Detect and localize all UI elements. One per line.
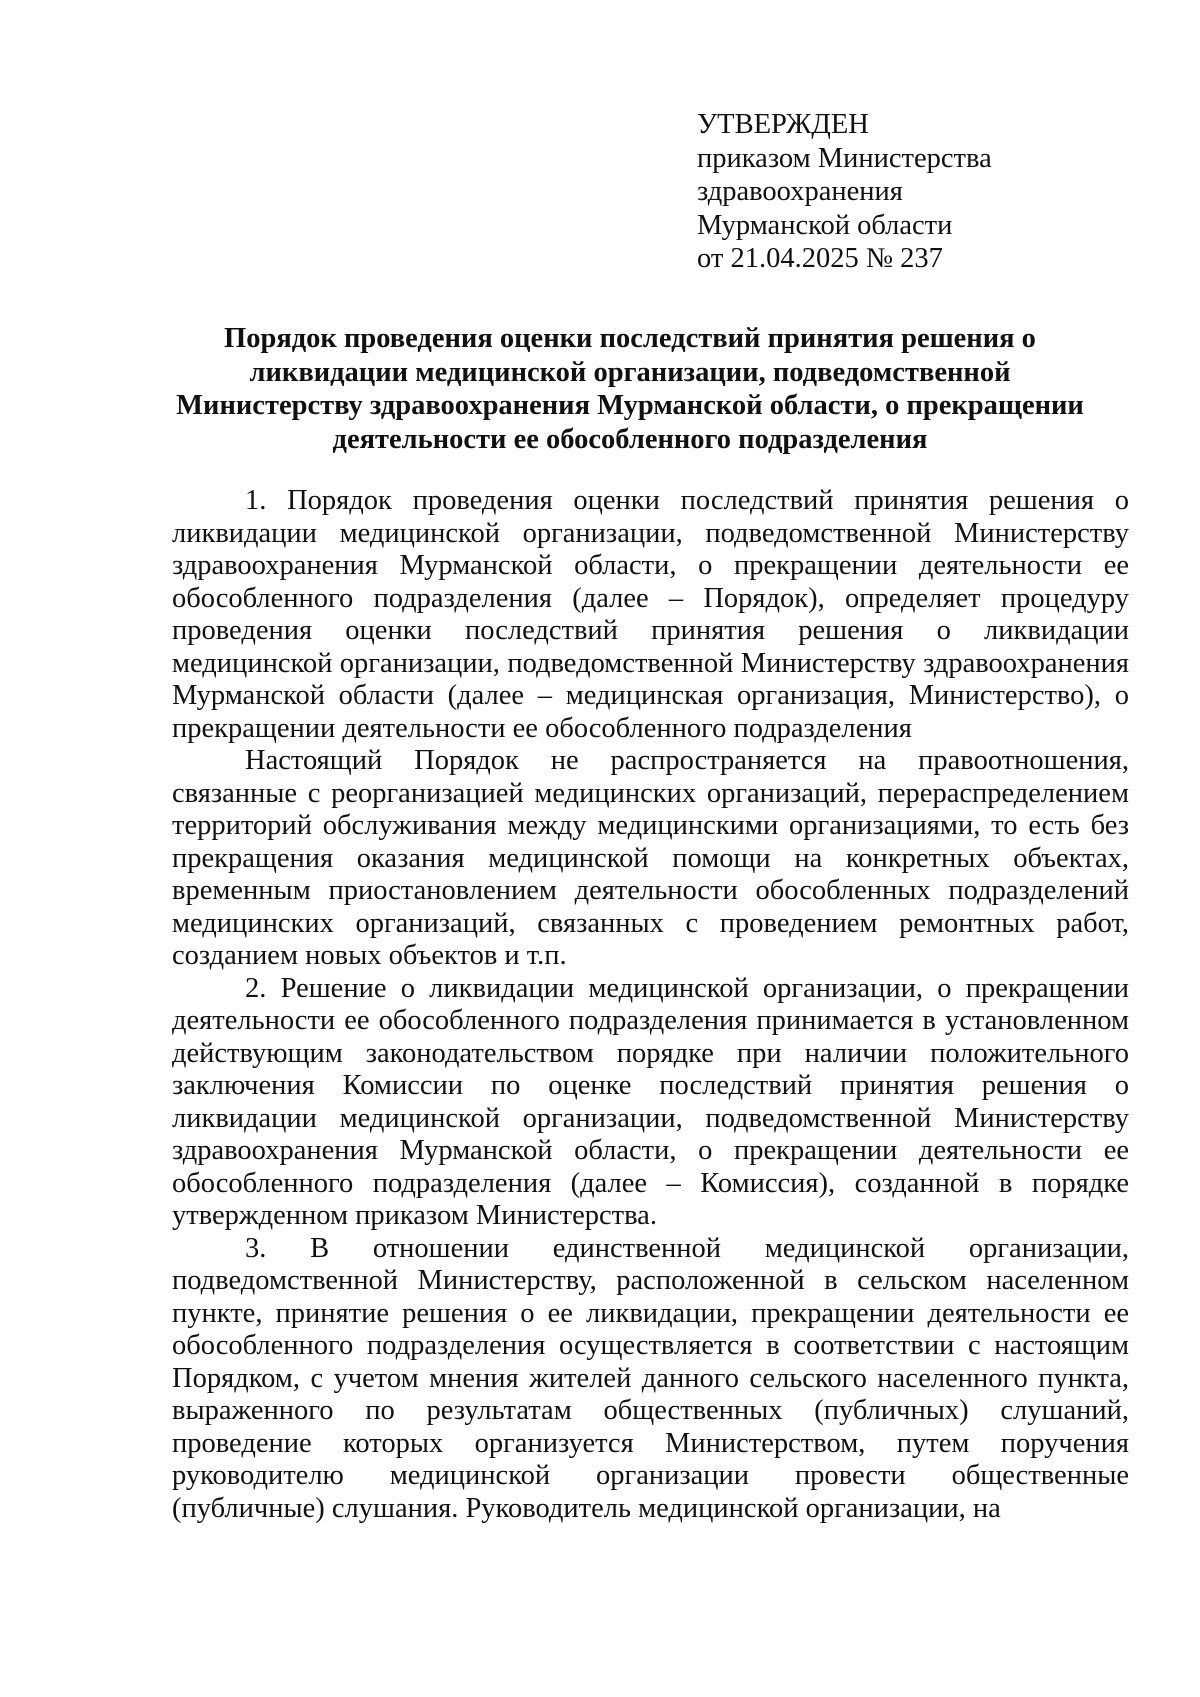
approval-order-line: приказом Министерства	[697, 142, 992, 174]
approval-region-line: Мурманской области	[697, 209, 953, 241]
paragraph-2: 2. Решение о ликвидации медицинской организации, о прекращении деятельности ее обособленного подразделения принимается в установленном действующим законодательством порядке при наличии положительного заключения Комиссии по оценке последствий принятия решения о ликвидации медицинской организации, подведомственной Министерству здравоохранения Мурманской области, о прекращении деятельности ее обособленного подразделения (далее – Комиссия), созданной в порядке утвержденном приказом Министерства.	[172, 972, 1129, 1231]
paragraph-3: 3. В отношении единственной медицинской организации, подведомственной Министерству, расположенной в сельском населенном пункте, принятие решения о ее ликвидации, прекращении деятельности ее обособленного подразделения осуществляется в соответствии с настоящим Порядком, с учетом мнения жителей данного сельского населенного пункта, выраженного по результатам общественных (публичных) слушаний, проведение которых организуется Министерством, путем поручения руководителю медицинской организации провести общественные (публичные) слушания. Руководитель медицинской организации, на	[172, 1232, 1129, 1524]
approval-date-number: от 21.04.2025 № 237	[697, 243, 943, 274]
approval-heading: УТВЕРЖДЕН	[697, 109, 869, 140]
document-title	[160, 322, 1100, 456]
title-line-3: Министерству здравоохранения Мурманской области, о прекращении	[176, 390, 1084, 421]
title-line-1: Порядок проведения оценки последствий принятия решения о	[224, 323, 1036, 354]
approval-stamp-block	[697, 108, 1117, 276]
document-body	[172, 485, 1129, 1525]
paragraph-1: 1. Порядок проведения оценки последствий принятия решения о ликвидации медицинской организации, подведомственной Министерству здравоохранения Мурманской области, о прекращении деятельности ее обособленного подразделения (далее – Порядок), определяет процедуру проведения оценки последствий принятия решения о ликвидации медицинской организации, подведомственной Министерству здравоохранения Мурманской области (далее – медицинская организация, Министерство), о прекращении деятельности ее обособленного подразделения	[172, 485, 1129, 744]
title-line-2: ликвидации медицинской организации, подведомственной	[249, 356, 1011, 388]
paragraph-1-note: Настоящий Порядок не распространяется на правоотношения, связанные с реорганизацией медицинских организаций, перераспределением территорий обслуживания между медицинскими организациями, то есть без прекращения оказания медицинской помощи на конкретных объектах, временным приостановлением деятельности обособленных подразделений медицинских организаций, связанных с проведением ремонтных работ, созданием новых объектов и т.п.	[172, 745, 1129, 971]
title-line-4: деятельности ее обособленного подразделения	[332, 423, 928, 455]
approval-ministry-line: здравоохранения	[697, 176, 903, 207]
